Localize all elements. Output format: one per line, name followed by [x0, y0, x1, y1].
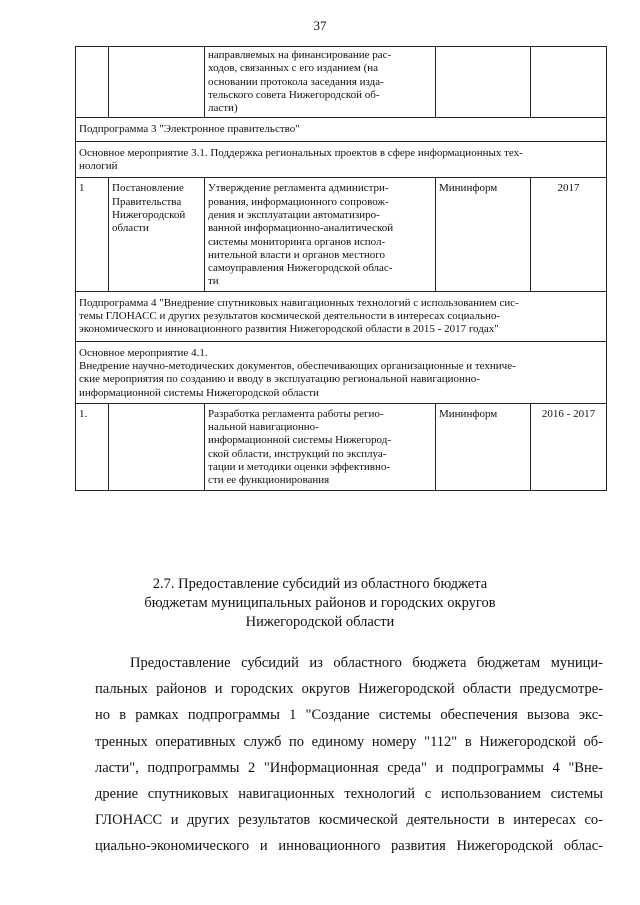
table-row: [76, 291, 607, 341]
paragraph-line: ласти", подпрограммы 2 "Информационная среда" и подпрограммы 4 "Вне-: [95, 759, 603, 776]
measure-4-1-header: Основное мероприятие 4.1. Внедрение научно-методических документов, обеспечивающих организационные и техниче- ские мероприятия по созданию и вводу в эксплуатацию региональной навигационно- информационной системы Нижегородской области: [76, 341, 607, 403]
subprogram-4-header: Подпрограмма 4 "Внедрение спутниковых навигационных технологий с использованием сис- темы ГЛОНАСС и других результатов космической деятельности в интересах социально- экономического и инновационного развития Нижегородской области в 2015 - 2017 годах": [76, 291, 607, 341]
table-row: [76, 118, 607, 141]
table-row: [76, 403, 607, 490]
document-cell: [109, 47, 205, 118]
content-cell: [205, 47, 436, 118]
term-cell: 2017: [531, 178, 607, 291]
content-line: тельского совета Нижегородской об-: [208, 88, 380, 101]
paragraph-line: дрение спутниковых навигационных технологий с использованием системы: [95, 786, 603, 803]
number-cell: [76, 47, 109, 118]
paragraph-line: но в рамках подпрограммы 1 "Создание системы обеспечения вызова экс-: [95, 707, 603, 724]
content-cell: Разработка регламента работы регио- нальной навигационно- информационной системы Нижегород- ской области, инструкций по эксплуа- тации и методики оценки эффективно- сти ее функционирования: [205, 403, 436, 490]
content-cell: Утверждение регламента администри- рования, информационного сопровож- дения и эксплуатации автоматизиро- ванной информационно-аналитической системы мониторинга органов испол- нительной власти и органов местного самоуправления Нижегородской облас- ти: [205, 178, 436, 291]
document-cell: Постановление Правительства Нижегородской области: [109, 178, 205, 291]
table-row: [76, 141, 607, 178]
table-row: [76, 178, 607, 291]
number-cell: 1: [76, 178, 109, 291]
subprogram-3-header: Подпрограмма 3 "Электронное правительство": [76, 118, 607, 141]
paragraph-line: Предоставление субсидий из областного бюджета бюджетам муници-: [130, 655, 603, 671]
executor-cell: Мининформ: [436, 178, 531, 291]
paragraph-line: циально-экономического и инновационного развития Нижегородской облас-: [95, 838, 603, 855]
content-line: основании протокола заседания изда-: [208, 75, 384, 88]
section-paragraph: [95, 650, 603, 860]
measures-table: [75, 46, 607, 491]
executor-cell: Мининформ: [436, 403, 531, 490]
table-row: [76, 341, 607, 403]
term-cell: [531, 47, 607, 118]
executor-cell: [436, 47, 531, 118]
measure-3-1-header: Основное мероприятие 3.1. Поддержка региональных проектов в сфере информационных тех- нологий: [76, 141, 607, 178]
paragraph-line: ГЛОНАСС и других результатов космической деятельности в интересах со-: [95, 812, 603, 829]
page-number: 37: [313, 18, 327, 33]
number-cell: 1.: [76, 403, 109, 490]
content-line: ласти): [208, 102, 238, 115]
paragraph-line: тренных оперативных служб по единому номеру "112" в Нижегородской об-: [95, 733, 603, 750]
document-cell: [109, 403, 205, 490]
content-line: направляемых на финансирование рас-: [208, 49, 392, 61]
content-line: ходов, связанных с его изданием (на: [208, 62, 379, 75]
table-row: [76, 47, 607, 118]
term-cell: 2016 - 2017: [531, 403, 607, 490]
paragraph-line: пальных районов и городских округов Нижегородской области предусмотре-: [95, 681, 603, 698]
section-title: 2.7. Предоставление субсидий из областного бюджета бюджетам муниципальных районов и городских округов Нижегородской области: [144, 576, 496, 630]
